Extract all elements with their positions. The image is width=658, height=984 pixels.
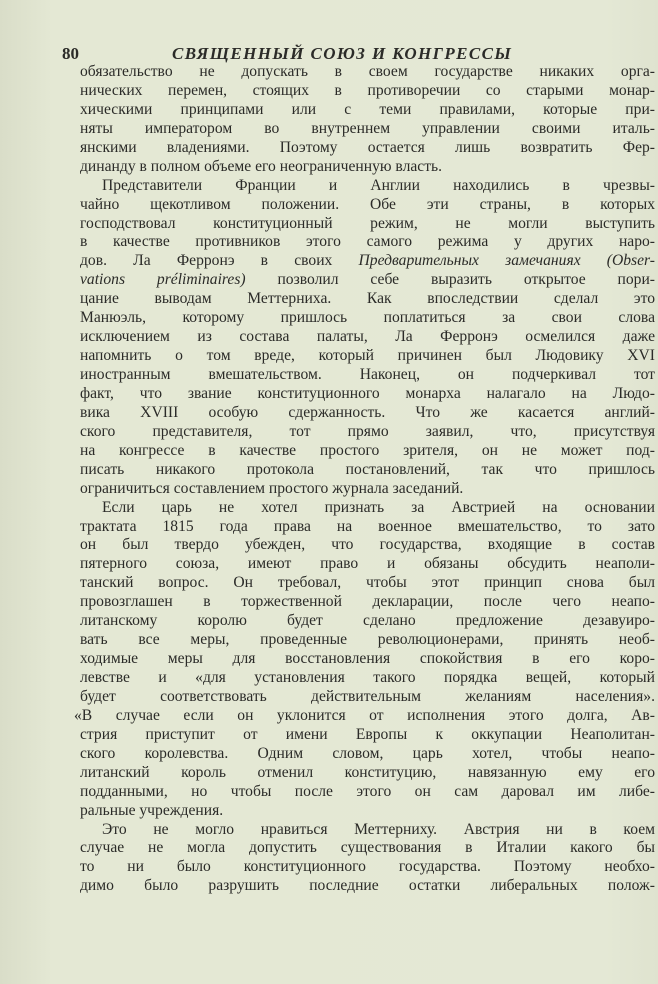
text-line [80, 802, 655, 821]
text-line [80, 650, 655, 669]
text-segment: ского королевства. Одним словом, царь хотел, чтобы неапо- [80, 744, 655, 762]
text-segment: иностранным вмешательством. Наконец, он подчеркивал тот [80, 366, 655, 383]
text-line [80, 196, 655, 215]
text-line [80, 101, 655, 120]
text-line [80, 215, 655, 234]
text-segment: провозглашен в торжественной декларации, после чего неапо- [80, 593, 655, 611]
text-segment: вика XVIII особую сдержанность. Что же касается англий- [80, 403, 655, 421]
text-segment: случае не могла допустить существования в Италии какого бы [80, 839, 655, 857]
text-segment: вать все меры, проведенные революционерами, принять необ- [80, 631, 655, 649]
running-title: СВЯЩЕННЫЙ СОЮЗ И КОНГРЕССЫ [172, 44, 513, 63]
text-line [80, 877, 655, 896]
text-line [80, 593, 655, 612]
text-line [80, 63, 655, 82]
text-segment: в качестве противников этого самого режима у других наро- [80, 233, 655, 251]
text-segment: Если царь не хотел признать за Австрией на основании [102, 498, 655, 516]
text-segment: господствовал конституционный режим, не могли выступить [80, 214, 655, 232]
text-line [80, 745, 655, 764]
text-segment: левстве и «для установления такого порядка вещей, который [80, 669, 655, 686]
text-line [80, 139, 655, 158]
text-line [80, 233, 655, 252]
text-segment: то ни было конституционного государства. Поэтому необхо- [80, 858, 655, 876]
text-line [80, 120, 655, 139]
text-line [80, 309, 655, 328]
text-segment: напомнить о том вреде, который причинен был Людовику XVI [80, 347, 655, 365]
text-segment: он был твердо убежден, что государства, входящие в состав [80, 536, 655, 554]
text-segment: подданными, но чтобы после этого он сам даровал им либе- [80, 782, 655, 800]
text-segment: динанду в полном объеме его неограниченную власть. [80, 157, 443, 175]
text-segment: дов. Ла Ферронэ в своих [80, 252, 359, 270]
text-segment: будет соответствовать действительным желаниям населения». [80, 687, 655, 705]
text-line [80, 404, 655, 423]
text-segment: ходимые меры для восстановления спокойствия в его коро- [80, 650, 655, 668]
text-segment: цание выводам Меттерниха. Как впоследствии сделал это [80, 290, 655, 308]
text-segment: пятерного союза, имеют право и обязаны обсудить неаполи- [80, 555, 655, 573]
text-segment: писать никакого протокола постановлений, так что пришлось [80, 460, 655, 478]
text-line [80, 821, 655, 840]
text-segment: на конгрессе в качестве простого зрителя, он не может под- [80, 441, 655, 459]
text-line [80, 271, 655, 290]
text-segment: литанский король отменил конституцию, навязанную ему его [80, 763, 655, 781]
text-segment: чайно щекотливом положении. Обе эти страны, в которых [80, 195, 655, 213]
text-line [80, 688, 655, 707]
text-line [80, 480, 655, 499]
page-number: 80 [62, 44, 79, 63]
text-segment: Это не могло нравиться Меттерниху. Австрия ни в коем [102, 820, 655, 838]
text-line [80, 442, 655, 461]
text-segment: хическими принципами или с теми правилами, которые при- [80, 100, 655, 118]
text-line [80, 177, 655, 196]
body-text [74, 63, 655, 896]
text-line [74, 707, 655, 726]
text-segment: ограничиться составлением простого журнала заседаний. [80, 479, 464, 497]
text-line [80, 158, 655, 177]
text-segment: ральные учреждения. [80, 801, 224, 819]
text-segment: исключением из состава палаты, Ла Ферронэ осмелился даже [80, 328, 655, 346]
text-line [80, 328, 655, 347]
text-segment: трактата 1815 года права на военное вмешательство, то зато [80, 517, 655, 535]
text-segment: Представители Франции и Англии находились в чрезвы- [102, 176, 655, 194]
text-line [80, 612, 655, 631]
text-line [80, 764, 655, 783]
text-segment: Манюэль, которому пришлось поплатиться за свои слова [80, 309, 655, 327]
text-segment: танский вопрос. Он требовал, чтобы этот принцип снова был [80, 574, 655, 592]
text-segment: обязательство не допускать в своем государстве никаких орга- [80, 63, 655, 80]
text-line [80, 499, 655, 518]
text-line [80, 461, 655, 480]
text-line [80, 631, 655, 650]
text-line [80, 82, 655, 101]
text-segment: янскими владениями. Поэтому остается лишь возвратить Фер- [80, 138, 655, 156]
text-line [80, 839, 655, 858]
text-segment: «В случае если он уклонится от исполнения этого долга, Ав- [74, 706, 655, 724]
text-line [80, 555, 655, 574]
text-line [80, 385, 655, 404]
text-segment: ского представителя, тот прямо заявил, что, присутствуя [80, 422, 655, 440]
text-line [80, 366, 655, 385]
text-line [80, 290, 655, 309]
italic-text: vations préliminaires) [80, 271, 246, 289]
text-segment: позволил себе выразить открытое пори- [245, 271, 655, 289]
text-segment: стрия приступит от имени Европы к оккупации Неаполитан- [80, 725, 655, 743]
text-line [80, 574, 655, 593]
text-line [80, 536, 655, 555]
text-segment: нических перемен, стоящих в противоречии со старыми монар- [80, 81, 655, 99]
text-line [80, 347, 655, 366]
text-line [80, 858, 655, 877]
text-line [80, 252, 655, 271]
text-line [80, 726, 655, 745]
text-line [80, 669, 655, 688]
text-segment: димо было разрушить последние остатки либеральных полож- [80, 877, 655, 895]
text-segment: факт, что звание конституционного монарха налагало на Людо- [80, 384, 655, 402]
italic-text: Предварительных замечаниях (Obser- [358, 252, 655, 270]
text-line [80, 518, 655, 537]
text-line [80, 423, 655, 442]
text-segment: няты императором во внутреннем управлении своими италь- [80, 119, 655, 137]
text-segment: литанскому королю будет сделано предложение дезавуиро- [80, 612, 655, 630]
text-line [80, 783, 655, 802]
